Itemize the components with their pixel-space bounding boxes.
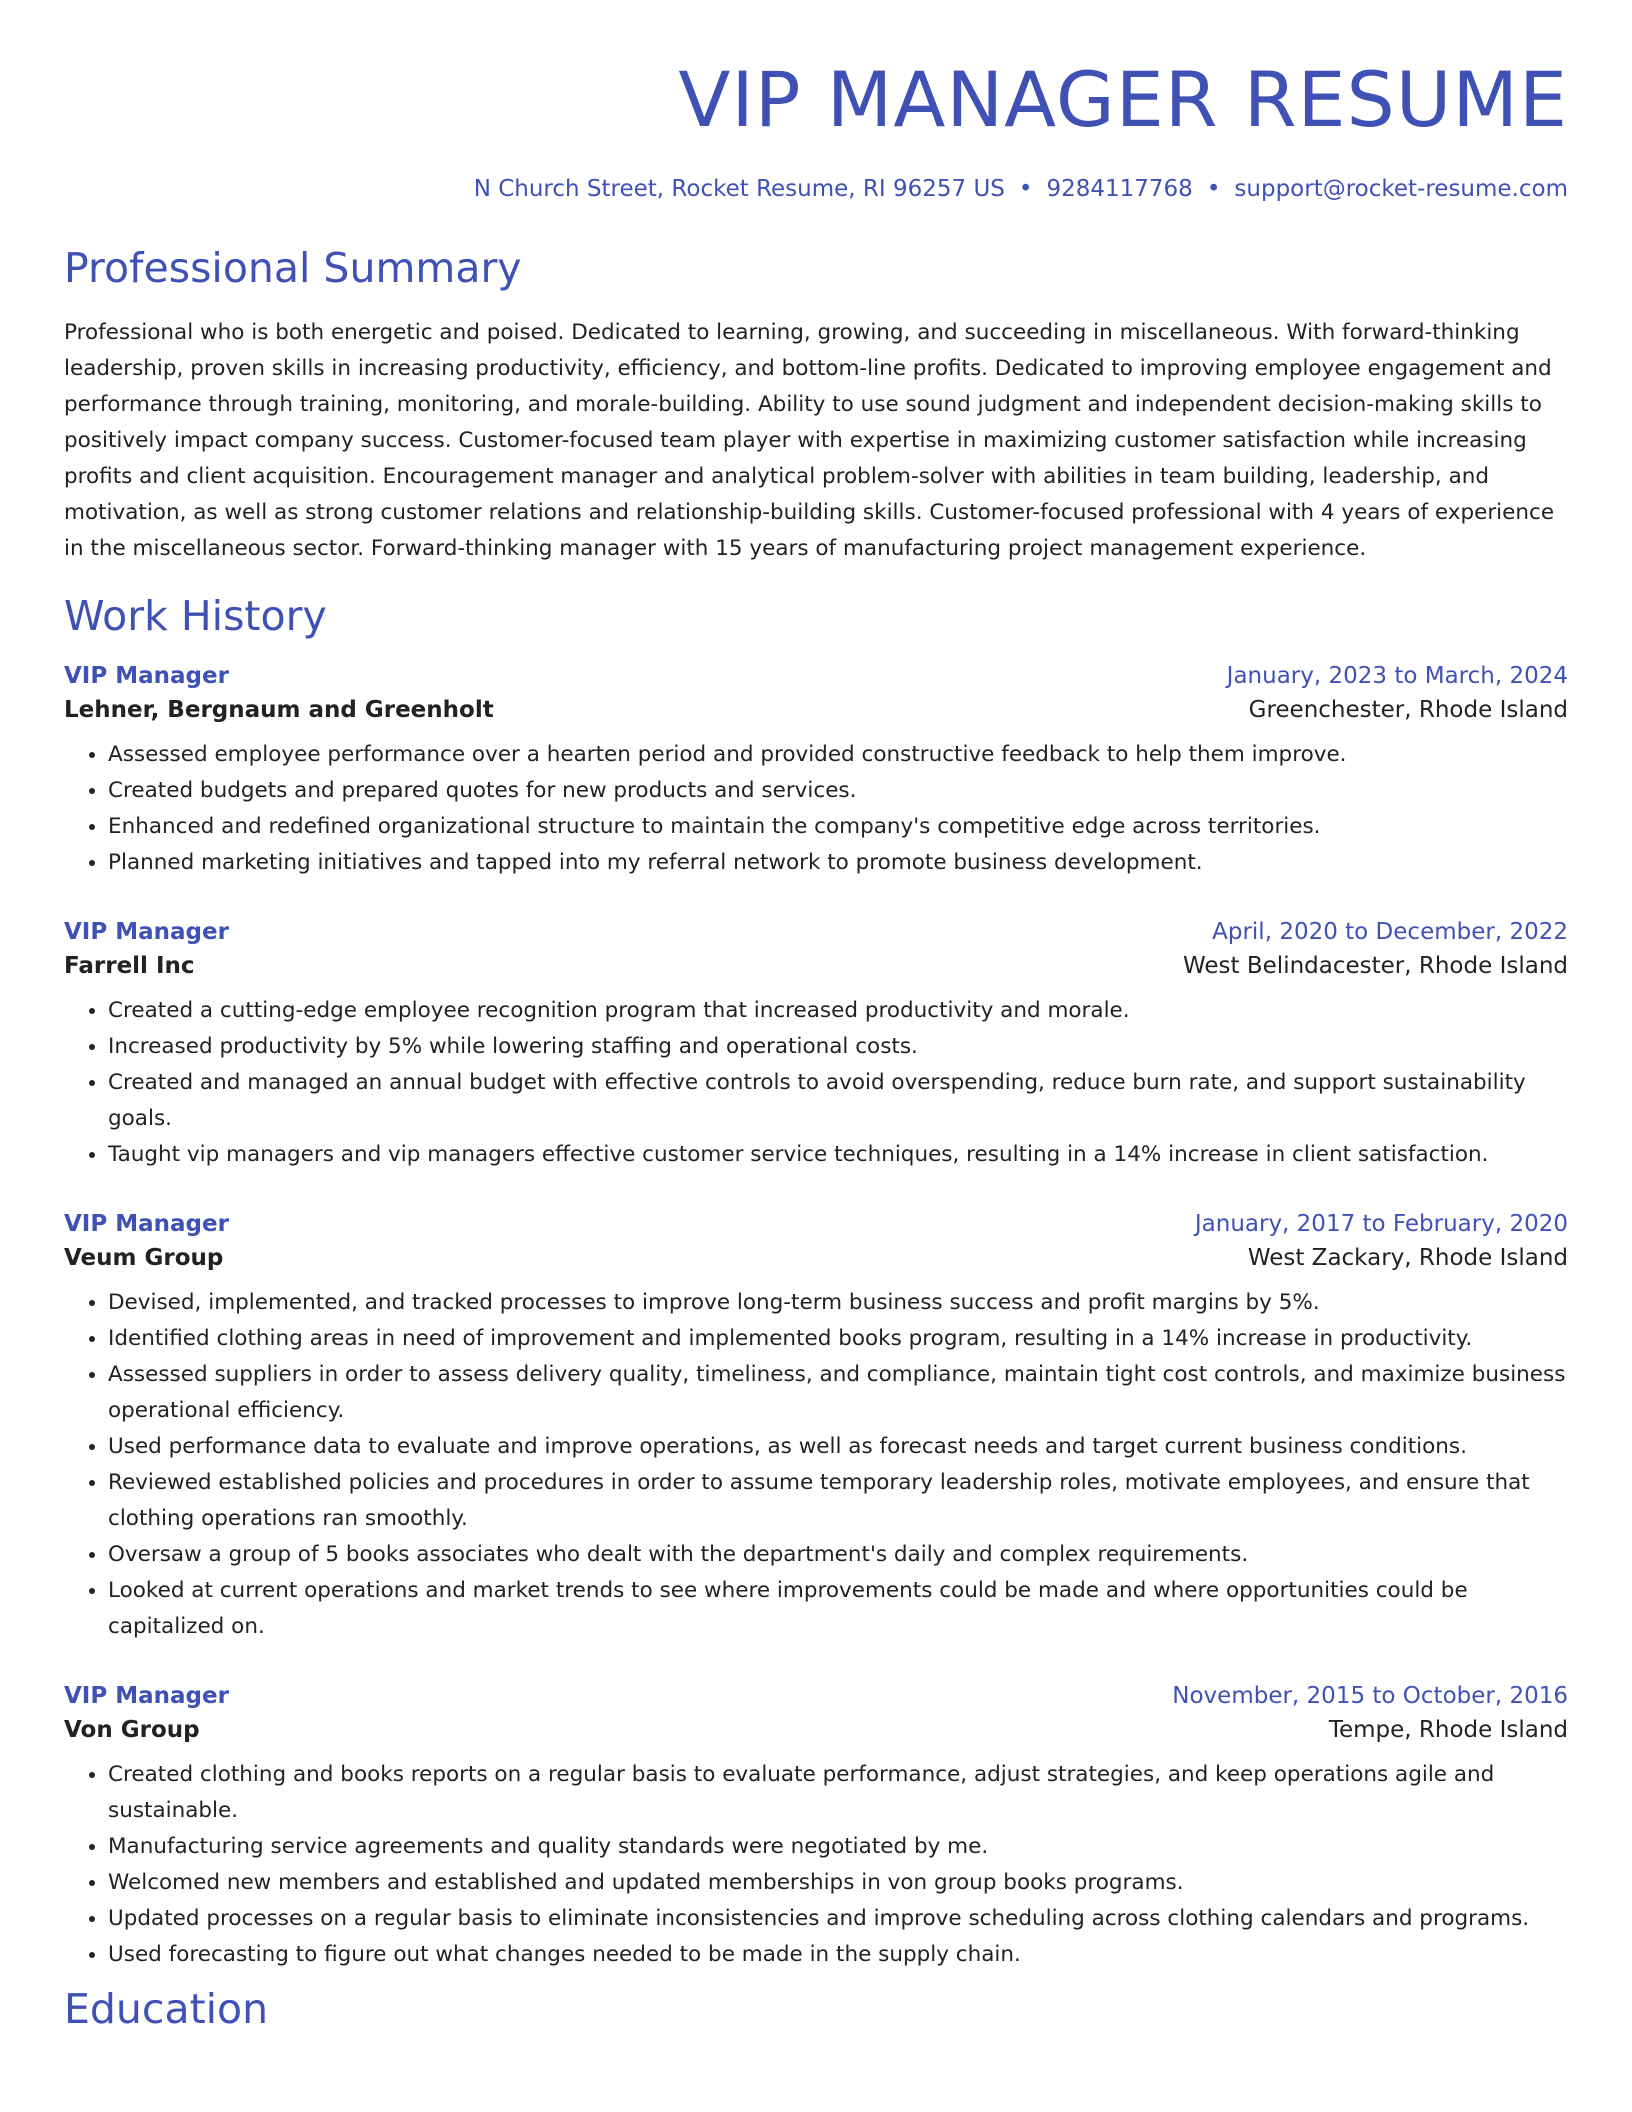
job-title-row [64,919,1568,945]
contact-email[interactable]: support@rocket-resume.com [1234,176,1568,202]
resume-header [64,0,1568,202]
job-company-row [64,697,1568,723]
contact-separator: • [1018,176,1033,202]
job-title-row [64,1211,1568,1237]
job-bullet: • Created budgets and prepared quotes for new products and services. [108,773,1568,809]
job-bullet: • Planned marketing initiatives and tapped into my referral network to promote business development. [108,845,1568,881]
job-dates: January, 2023 to March, 2024 [1226,663,1568,690]
job-bullet: • Created a cutting-edge employee recognition program that increased productivity and morale. [108,993,1568,1029]
job-bullet: • Identified clothing areas in need of improvement and implemented books program, resulting in a 14% increase in productivity. [108,1321,1568,1357]
job-dates: November, 2015 to October, 2016 [1172,1683,1568,1710]
job-bullet: • Reviewed established policies and procedures in order to assume temporary leadership roles, motivate employees, and ensure that clothing operations ran smoothly. [108,1465,1568,1537]
job-title: VIP Manager [64,919,229,946]
job-company: Lehner, Bergnaum and Greenholt [64,697,494,724]
job-bullet: • Taught vip managers and vip managers effective customer service techniques, resulting in a 14% increase in client satisfaction. [108,1137,1568,1173]
job-title: VIP Manager [64,663,229,690]
job-company: Farrell Inc [64,953,195,980]
job-bullet: • Used forecasting to figure out what changes needed to be made in the supply chain. [108,1937,1568,1973]
job-title: VIP Manager [64,1211,229,1238]
job-bullet-list [64,1285,1568,1645]
job-location: Greenchester, Rhode Island [1248,697,1568,724]
job-entry [64,1683,1568,1973]
jobs-list [64,663,1568,1973]
job-company-row [64,1717,1568,1743]
job-bullet: • Enhanced and redefined organizational structure to maintain the company's competitive edge across territories. [108,809,1568,845]
job-dates: April, 2020 to December, 2022 [1212,919,1568,946]
summary-text: Professional who is both energetic and poised. Dedicated to learning, growing, and succeeding in miscellaneous. With forward-thinking leadership, proven skills in increasing productivity, efficiency, and bottom-line profits. Dedicated to improving employee engagement and performance through training, monitoring, and morale-building. Ability to use sound judgment and independent decision-making skills to positively impact company success. Customer-focused team player with expertise in maximizing customer satisfaction while increasing profits and client acquisition. Encouragement manager and analytical problem-solver with abilities in team building, leadership, and motivation, as well as strong customer relations and relationship-building skills. Customer-focused professional with 4 years of experience in the miscellaneous sector. Forward-thinking manager with 15 years of manufacturing project management experience. [64,320,1555,562]
contact-address: N Church Street, Rocket Resume, RI 96257 US [473,176,1005,202]
job-bullet: • Looked at current operations and market trends to see where improvements could be made and where opportunities could be capitalized on. [108,1573,1568,1645]
job-location: Tempe, Rhode Island [1328,1717,1568,1744]
job-dates: January, 2017 to February, 2020 [1194,1211,1568,1238]
job-company: Von Group [64,1717,200,1744]
job-bullet: • Devised, implemented, and tracked processes to improve long-term business success and profit margins by 5%. [108,1285,1568,1321]
job-bullet: • Used performance data to evaluate and improve operations, as well as forecast needs and target current business conditions. [108,1429,1568,1465]
job-bullet: • Increased productivity by 5% while lowering staffing and operational costs. [108,1029,1568,1065]
job-bullet-list [64,993,1568,1173]
job-bullet-list [64,737,1568,881]
work-history-heading: Work History [64,592,327,641]
job-bullet: • Manufacturing service agreements and quality standards were negotiated by me. [108,1829,1568,1865]
job-company-row [64,953,1568,979]
summary-heading: Professional Summary [64,244,522,292]
job-entry [64,663,1568,881]
job-bullet: • Created and managed an annual budget with effective controls to avoid overspending, reduce burn rate, and support sustainability goals. [108,1065,1568,1137]
job-title-row [64,663,1568,689]
education-section [64,1987,1568,2032]
contact-phone: 9284117768 [1046,176,1193,202]
job-bullet: • Assessed employee performance over a hearten period and provided constructive feedback to help them improve. [108,737,1568,773]
job-title-row [64,1683,1568,1709]
job-location: West Belindacester, Rhode Island [1183,953,1568,980]
contact-separator: • [1206,176,1221,202]
job-bullet-list [64,1757,1568,1973]
job-location: West Zackary, Rhode Island [1247,1245,1568,1272]
job-bullet: • Oversaw a group of 5 books associates who dealt with the department's daily and complex requirements. [108,1537,1568,1573]
job-entry [64,919,1568,1173]
resume-title: VIP MANAGER RESUME [678,55,1568,144]
summary-section [64,246,1568,567]
job-bullet: • Created clothing and books reports on a regular basis to evaluate performance, adjust strategies, and keep operations agile and sustainable. [108,1757,1568,1829]
education-heading: Education [64,1985,269,2034]
work-history-section [64,594,1568,1973]
job-bullet: • Updated processes on a regular basis to eliminate inconsistencies and improve scheduling across clothing calendars and programs. [108,1901,1568,1937]
job-company: Veum Group [64,1245,224,1272]
contact-line [64,176,1568,202]
job-bullet: • Welcomed new members and established and updated memberships in von group books programs. [108,1865,1568,1901]
job-bullet: • Assessed suppliers in order to assess delivery quality, timeliness, and compliance, maintain tight cost controls, and maximize business operational efficiency. [108,1357,1568,1429]
job-title: VIP Manager [64,1683,229,1710]
job-entry [64,1211,1568,1645]
job-company-row [64,1245,1568,1271]
